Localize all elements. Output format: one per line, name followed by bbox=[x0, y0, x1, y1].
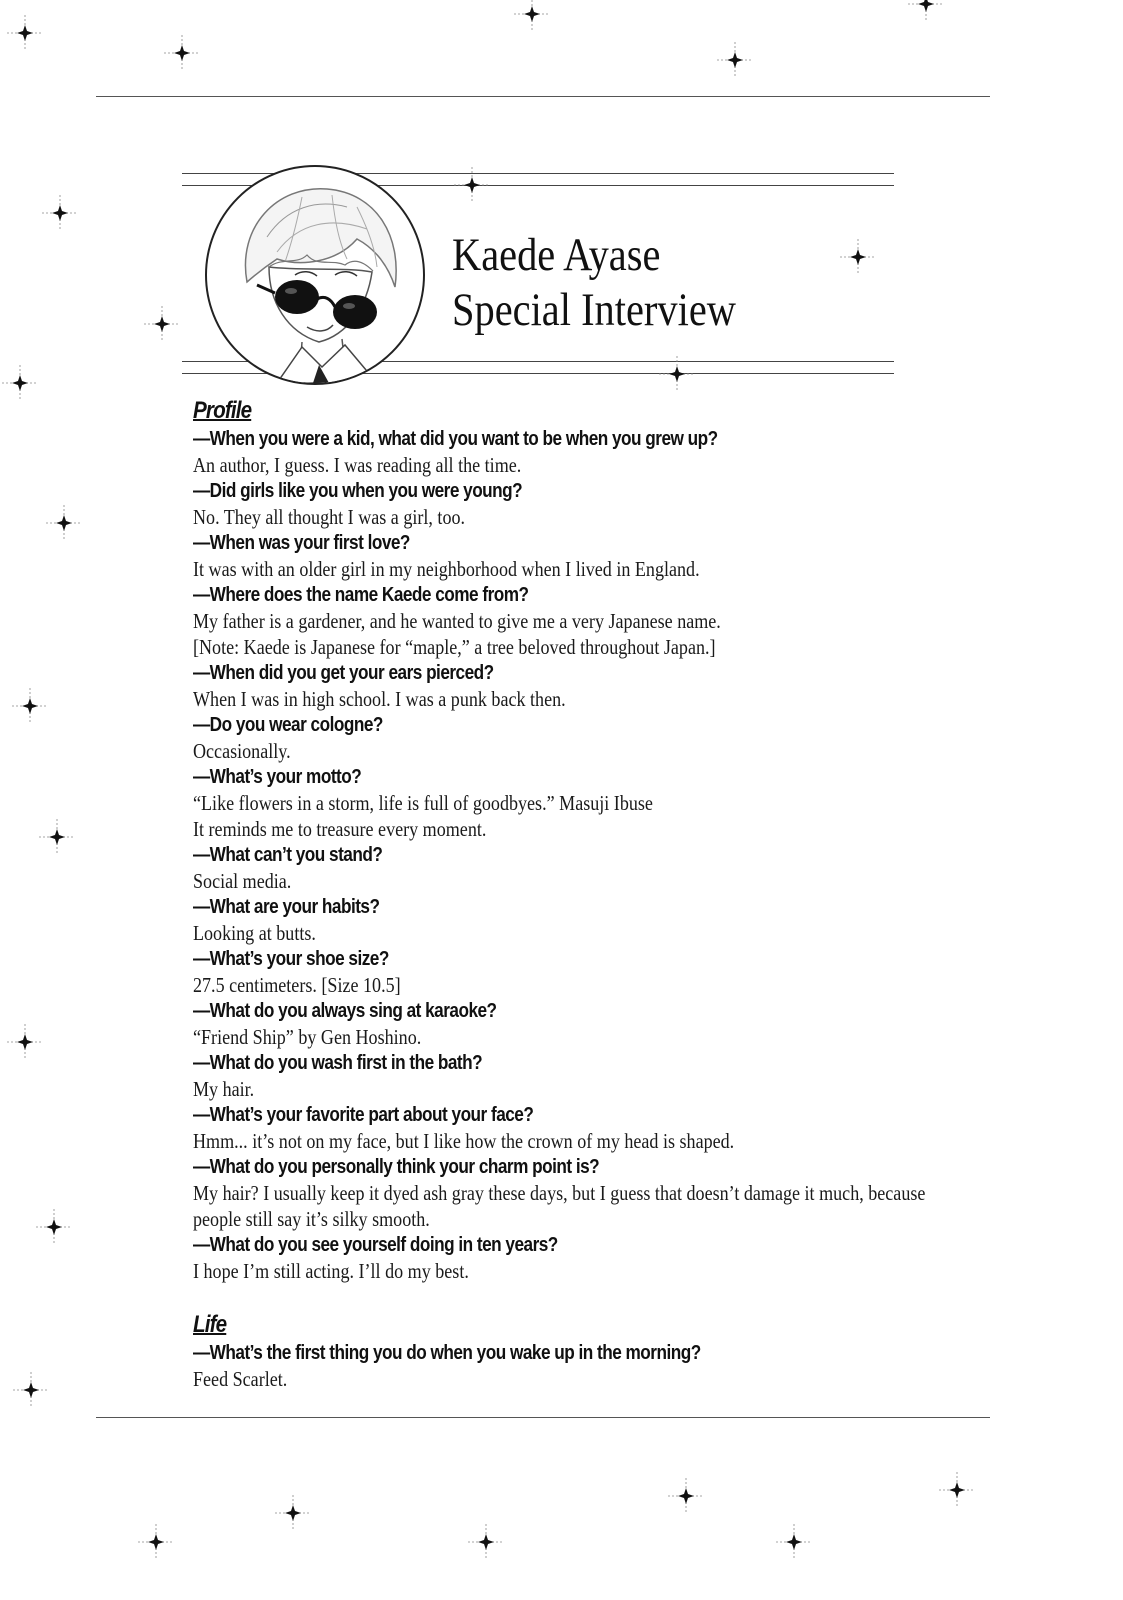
answer: It was with an older girl in my neighborhood when I lived in England. bbox=[193, 557, 700, 581]
sparkle-icon bbox=[838, 237, 878, 277]
sparkle-icon bbox=[715, 40, 755, 80]
answer: When I was in high school. I was a punk back then. bbox=[193, 687, 566, 711]
sparkle-icon bbox=[666, 1476, 706, 1516]
answer: Hmm... it’s not on my face, but I like how the crown of my head is shaped. bbox=[193, 1129, 735, 1153]
answer: An author, I guess. I was reading all the time. bbox=[193, 453, 522, 477]
question: —What’s your shoe size? bbox=[193, 948, 389, 970]
sparkle-icon bbox=[44, 503, 84, 543]
sparkle-icon bbox=[5, 13, 45, 53]
question: —What do you always sing at karaoke? bbox=[193, 1000, 497, 1022]
answer: I hope I’m still acting. I’ll do my best. bbox=[193, 1259, 469, 1283]
sparkle-icon bbox=[937, 1470, 977, 1510]
sparkle-icon bbox=[452, 165, 492, 205]
answer: Looking at butts. bbox=[193, 921, 316, 945]
sparkle-icon bbox=[0, 363, 40, 403]
sparkle-icon bbox=[5, 1022, 45, 1062]
title-line-name: Kaede Ayase bbox=[452, 229, 661, 281]
page-title bbox=[452, 228, 736, 338]
section-heading-life: Life bbox=[193, 1311, 227, 1338]
bottom-rule bbox=[96, 1417, 990, 1418]
section-heading-profile: Profile bbox=[193, 397, 252, 424]
question: —When was your first love? bbox=[193, 532, 410, 554]
answer: It reminds me to treasure every moment. bbox=[193, 817, 487, 841]
answer: Occasionally. bbox=[193, 739, 291, 763]
interview-content bbox=[193, 396, 926, 1392]
sparkle-icon bbox=[142, 304, 182, 344]
question: —What are your habits? bbox=[193, 896, 380, 918]
portrait bbox=[205, 165, 425, 385]
answer: No. They all thought I was a girl, too. bbox=[193, 505, 466, 529]
sparkle-icon bbox=[40, 193, 80, 233]
question: —What’s your motto? bbox=[193, 766, 362, 788]
sparkle-icon bbox=[273, 1493, 313, 1533]
character-portrait-illustration bbox=[207, 167, 423, 383]
section-spacer bbox=[193, 1284, 898, 1310]
sparkle-icon bbox=[466, 1522, 506, 1562]
sparkle-icon bbox=[34, 1207, 74, 1247]
answer: people still say it’s silky smooth. bbox=[193, 1207, 430, 1231]
sparkle-icon bbox=[10, 686, 50, 726]
translation-note: [Note: Kaede is Japanese for “maple,” a tree beloved throughout Japan.] bbox=[193, 635, 716, 659]
answer: My hair? I usually keep it dyed ash gray these days, but I guess that doesn’t damage it much, because bbox=[193, 1181, 926, 1205]
sparkle-icon bbox=[906, 0, 946, 24]
title-line-subtitle: Special Interview bbox=[452, 284, 736, 336]
answer: 27.5 centimeters. [Size 10.5] bbox=[193, 973, 401, 997]
question: —What do you see yourself doing in ten years? bbox=[193, 1234, 558, 1256]
question: —What do you wash first in the bath? bbox=[193, 1052, 483, 1074]
sparkle-icon bbox=[162, 33, 202, 73]
sparkle-icon bbox=[136, 1522, 176, 1562]
answer: My father is a gardener, and he wanted to give me a very Japanese name. bbox=[193, 609, 721, 633]
question: —What can’t you stand? bbox=[193, 844, 383, 866]
sparkle-icon bbox=[512, 0, 552, 34]
question: —Do you wear cologne? bbox=[193, 714, 383, 736]
answer: Feed Scarlet. bbox=[193, 1367, 288, 1391]
sparkle-icon bbox=[657, 354, 697, 394]
sparkle-icon bbox=[37, 817, 77, 857]
question: —Where does the name Kaede come from? bbox=[193, 584, 529, 606]
question: —What’s your favorite part about your face? bbox=[193, 1104, 534, 1126]
answer: My hair. bbox=[193, 1077, 255, 1101]
answer: “Friend Ship” by Gen Hoshino. bbox=[193, 1025, 422, 1049]
sparkle-icon bbox=[774, 1522, 814, 1562]
question: —When did you get your ears pierced? bbox=[193, 662, 494, 684]
question: —When you were a kid, what did you want to be when you grew up? bbox=[193, 428, 718, 450]
sparkle-icon bbox=[11, 1370, 51, 1410]
answer: “Like flowers in a storm, life is full of goodbyes.” Masuji Ibuse bbox=[193, 791, 653, 815]
top-rule bbox=[96, 96, 990, 97]
answer: Social media. bbox=[193, 869, 292, 893]
question: —What’s the first thing you do when you wake up in the morning? bbox=[193, 1342, 701, 1364]
question: —What do you personally think your charm point is? bbox=[193, 1156, 600, 1178]
question: —Did girls like you when you were young? bbox=[193, 480, 523, 502]
